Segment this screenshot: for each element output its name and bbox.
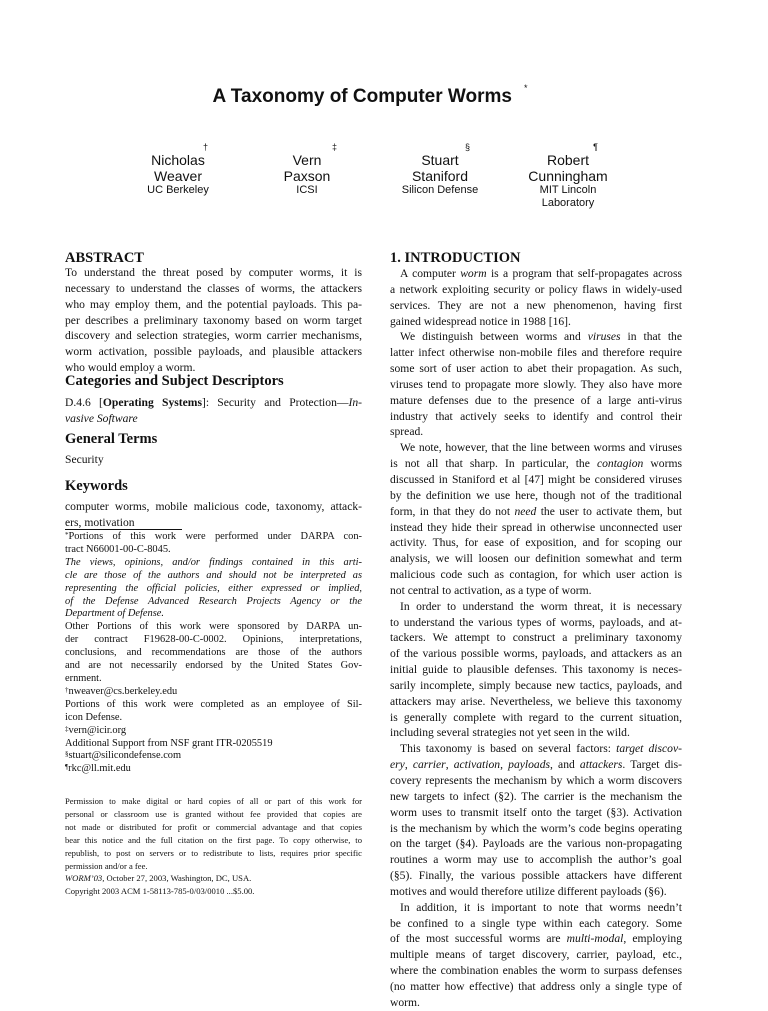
text-line: industry that actively seeks to identify and control their [390, 409, 682, 423]
footnote-rule [65, 529, 182, 530]
text-segment: Portions of this work were performed under DARPA con- [68, 531, 362, 542]
text-segment: , and [550, 758, 580, 772]
text-line: personal or classroom use is granted without fee provided that copies are [65, 808, 362, 819]
author-mark: ‡ [331, 142, 337, 152]
text-line: gained widespread notice in 1988 [16]. [390, 314, 571, 328]
text-line: a network exploiting security or policy flaws in widely-used [390, 282, 682, 296]
footnote-mark: † [65, 685, 69, 694]
general-terms-body [65, 452, 362, 468]
text-line: Other Portions of this work were sponsored by DARPA un- [65, 621, 362, 633]
text-line: analysis, we will loosen our definition somewhat and term [390, 552, 682, 566]
text-segment: is a program that self-propagates across [486, 267, 682, 280]
text-line: covery represents the mechanism by which a worm discovers [390, 774, 682, 787]
text-segment: A computer [400, 267, 461, 280]
italic-text: attackers [579, 758, 623, 772]
author-affiliation: MIT Lincoln [539, 184, 597, 196]
text-line: worm uses to transmit itself onto the target (§3). Activation [390, 805, 682, 819]
text-line: ers, motivation [65, 515, 135, 529]
italic-text: viruses [587, 330, 621, 344]
text-line: where the combination enables the worm to surpass defenses [390, 964, 682, 978]
text-segment: . Target dis- [622, 758, 682, 772]
text-line: We note, however, that the line between worms and viruses [400, 441, 682, 455]
bold-text: Operating Systems [102, 396, 202, 409]
text-line: routines a worm may use to accomplish the author’s goal [390, 853, 682, 867]
text-line: tract N66001-00-C-8045. [65, 543, 171, 555]
author-cunningham [493, 142, 643, 210]
text-line: tackers. We attempt to construct a preliminary taxonomy [390, 631, 682, 645]
categories-heading: Categories and Subject Descriptors [65, 373, 284, 389]
title-text: A Taxonomy of Computer Worms [212, 86, 512, 107]
author-affiliation: Silicon Defense [401, 184, 479, 196]
text-line: viruses tend to propagate more slowly. They also have more [390, 377, 682, 391]
text-line [65, 557, 362, 570]
text-line: worm activation, possible payloads, and plausible attackers [65, 345, 362, 359]
author-affiliation: UC Berkeley [147, 184, 209, 196]
text-line: Copyright 2003 ACM 1-58113-785-0/03/0010 ...$5.00. [65, 886, 255, 897]
author-first-name: Robert [546, 152, 590, 168]
text-line: computer worms, mobile malicious code, taxonomy, attack- [65, 500, 362, 513]
text-line: discovery and selection strategies, worm carrier mechanisms, [65, 329, 362, 343]
italic-text: of the Defense Advanced Research Projects Agency or the [65, 595, 362, 607]
italic-text: carrier [412, 758, 446, 772]
text-line: conclusions, and recommendations are those of the authors [65, 647, 362, 659]
text-line: by the definition we use here, though not of the traditional [390, 488, 682, 502]
text-line [65, 395, 362, 411]
text-line [65, 583, 362, 596]
text-segment: , [404, 758, 413, 772]
text-line: Security [65, 453, 104, 466]
text-segment: nweaver@cs.berkeley.edu [68, 685, 178, 697]
text-line [65, 531, 362, 544]
italic-text: representing the official policies, either expressed or implied, [65, 582, 362, 594]
introduction-body [390, 266, 682, 1011]
text-segment: , employing [623, 932, 683, 946]
author-affiliation: Laboratory [541, 197, 595, 209]
text-line: on the target (§4). Payloads are the various non-propagating [390, 837, 682, 851]
footnote-mark: * [65, 531, 69, 539]
italic-text: In- [348, 396, 362, 409]
text-line: per describes a preliminary taxonomy based on worm target [65, 313, 362, 327]
text-line: be confined to a single type within each category. Some [390, 916, 682, 930]
text-line: spread. [390, 425, 424, 439]
text-segment: October 27, 2003, Washington, DC, USA. [104, 873, 252, 884]
text-segment: worms [643, 457, 682, 471]
text-line [65, 596, 362, 609]
italic-text: contagion [596, 457, 644, 471]
text-line [65, 750, 362, 763]
footnote-mark: ‡ [65, 724, 69, 733]
italic-text: vasive Software [65, 411, 138, 425]
text-line: To understand the threat posed by computer worms, it is [65, 266, 362, 279]
italic-text: worm [460, 267, 487, 280]
italic-text: WORM’03, [65, 873, 105, 884]
text-line [65, 570, 362, 583]
author-weaver [103, 142, 253, 197]
text-line: In addition, it is important to note that worms needn’t [400, 900, 682, 914]
italic-text: The views, opinions, and/or findings contained in this arti- [65, 556, 362, 568]
abstract-heading: ABSTRACT [65, 250, 144, 266]
text-line [65, 608, 362, 621]
text-segment: vern@icir.org [68, 724, 127, 736]
text-segment: stuart@silicondefense.com [68, 750, 182, 762]
text-segment: This taxonomy is based on several factors: [400, 742, 617, 756]
text-line: (no matter how effective) that address only a single type of [390, 979, 682, 993]
text-line: motives and would therefore utilize different payloads (§6). [390, 884, 667, 898]
text-line [390, 266, 682, 282]
footnote-mark: § [65, 750, 69, 759]
text-segment: is not all that sharp. In particular, the [390, 457, 597, 471]
text-line: who would employ a worm. [65, 361, 196, 375]
text-line: not made or distributed for profit or commercial advantage and that copies [65, 821, 362, 832]
permission-notice [65, 795, 362, 898]
text-line: instead they hide their spread in otherwise unconnected user [390, 520, 682, 534]
text-line [65, 686, 362, 699]
author-mark: § [464, 142, 470, 152]
text-segment: form, in that they do not [390, 504, 515, 518]
text-segment: the user to activate them, but [536, 504, 682, 518]
text-line: Additional Support from NSF grant ITR-0205519 [65, 737, 273, 749]
text-line: multiple means of target discovery, carrier, payload, etc., [390, 948, 682, 962]
text-line [65, 725, 362, 738]
text-line: and are not necessarily endorsed by the United States Gov- [65, 660, 362, 672]
text-line [65, 411, 362, 427]
text-line: latter infect otherwise non-mobile files and therefore require [390, 346, 682, 360]
text-line: activity. Thus, for ease of exposition, and for scoping our [390, 536, 682, 550]
text-line [65, 872, 362, 885]
general-terms-heading: General Terms [65, 431, 158, 447]
text-line: ernment. [65, 672, 102, 684]
author-last-name: Paxson [283, 168, 331, 184]
categories-body [65, 395, 362, 427]
italic-text: ery [390, 758, 405, 772]
paper-title [0, 82, 740, 108]
text-line: not central to activation, as a type of worm. [390, 583, 592, 597]
text-line: Portions of this work were completed as an employee of Sil- [65, 698, 362, 710]
text-line: bear this notice and the full citation on the first page. To copy otherwise, to [65, 834, 362, 845]
italic-text: multi-modal [566, 932, 624, 946]
author-first-name: Vern [292, 152, 322, 168]
keywords-heading: Keywords [65, 478, 128, 494]
text-line [390, 329, 682, 345]
text-segment: We distinguish between worms and [400, 330, 588, 344]
text-line: permission and/or a fee. [65, 860, 148, 871]
italic-text: activation [453, 758, 501, 772]
text-line: der contract F19628-00-C-0002. Opinions, interpretations, [65, 634, 362, 646]
text-line: including several strategies not yet seen in the wild. [390, 726, 630, 740]
author-mark: † [202, 142, 208, 152]
text-segment: ]: Security and Protection— [201, 396, 349, 409]
text-segment: in that the [620, 330, 682, 344]
text-line [390, 757, 682, 773]
text-segment: of the most successful worms are [390, 932, 567, 946]
italic-text: need [514, 504, 537, 518]
footnote-mark: ¶ [65, 763, 69, 772]
text-line: to understand the various types of worms, payloads, and at- [390, 615, 682, 629]
text-line [65, 763, 362, 776]
abstract-body [65, 265, 362, 376]
text-line [390, 456, 682, 472]
text-line: new targets to infect (§2). The carrier is the mechanism the [390, 789, 682, 803]
author-mark: ¶ [593, 142, 598, 152]
author-last-name: Staniford [411, 168, 469, 184]
italic-text: cle are those of the authors and should not be interpreted as [65, 569, 362, 581]
text-line: services. They are not a new phenomenon, having first [390, 298, 682, 312]
text-line: initial guide to plausible defenses. This taxonomy is neces- [390, 663, 682, 677]
text-line: is generally complete with regard to the current situation, [390, 710, 682, 724]
title-footnote-mark: * [523, 82, 528, 93]
text-line: malicious code such as contagion, for which user action is [390, 568, 682, 582]
text-segment: , [445, 758, 454, 772]
text-line [390, 931, 682, 947]
author-last-name: Weaver [154, 168, 202, 184]
text-line: some sort of user action to abet their propagation. As such, [390, 362, 682, 376]
italic-text: payloads [508, 758, 551, 772]
text-line: who may employ them, and the potential payloads. This pa- [65, 297, 362, 311]
text-line: icon Defense. [65, 711, 123, 723]
text-line: attackers may arise. Nevertheless, we believe this taxonomy [390, 694, 682, 708]
author-affiliation: ICSI [296, 184, 318, 196]
text-segment: D.4.6 [ [65, 396, 103, 409]
text-segment: rkc@ll.mit.edu [68, 763, 131, 775]
text-line [390, 504, 682, 520]
text-line: mature defenses due to the presence of a large anti-virus [390, 393, 682, 407]
text-line: Permission to make digital or hard copies of all or part of this work for [65, 796, 362, 806]
italic-text: target discov- [616, 742, 682, 756]
italic-text: Department of Defense. [65, 608, 164, 620]
text-line: sarily incomplete, simply because new tactics, payloads, and [390, 678, 682, 692]
author-first-name: Nicholas [151, 152, 205, 168]
text-line: discussed in Staniford et al [47] might be considered viruses [390, 472, 682, 486]
text-segment: , [500, 758, 509, 772]
text-line: In order to understand the worm threat, it is necessary [400, 599, 682, 613]
text-line: necessary to understand the classes of worms, the attackers [65, 281, 362, 295]
text-line: (§5). Finally, the various possible attackers have different [390, 869, 682, 883]
author-last-name: Cunningham [528, 168, 608, 184]
text-line: is the mechanism by which the worm’s code begins operating [390, 821, 682, 835]
introduction-heading: 1. INTRODUCTION [390, 250, 521, 266]
author-paxson [232, 142, 382, 197]
keywords-body [65, 499, 362, 531]
author-first-name: Stuart [421, 152, 459, 168]
text-line: worm. [390, 995, 420, 1009]
text-line: of the various possible worms, payloads, and attackers as an [390, 647, 682, 661]
text-line [390, 741, 682, 757]
footnotes [65, 531, 362, 776]
text-line: republish, to post on servers or to redistribute to lists, requires prior specific [65, 847, 362, 858]
